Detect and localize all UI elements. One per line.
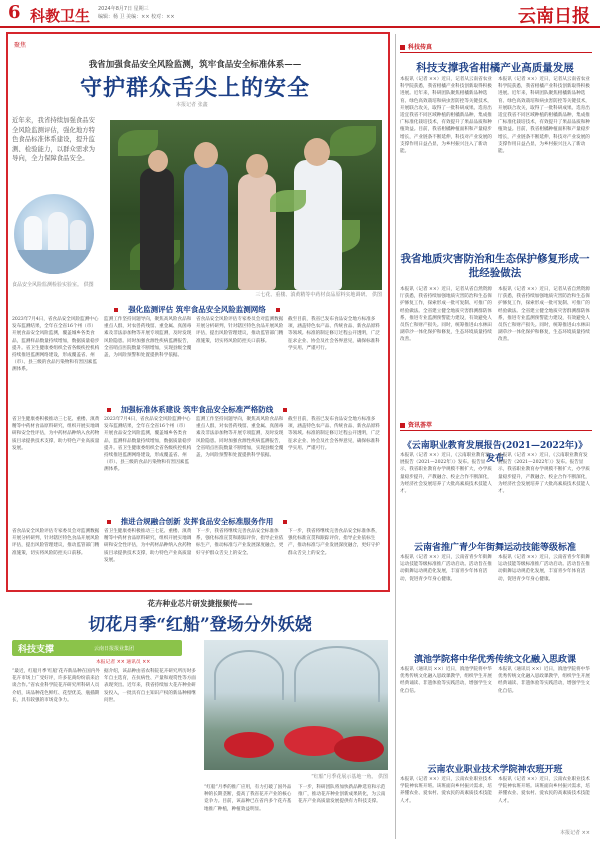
street-dance-headline: 云南省推广青少年街舞运动技能等级标准 xyxy=(413,543,576,553)
column-divider xyxy=(395,34,396,839)
tech-support-banner xyxy=(12,640,182,656)
geology-col-1: 本报讯（记者 ××）近日，记者从省自然资源厅获悉，我省持续加强地质灾害防治和生态保护修复工作，探索形成一批可复制、可推广的经验做法。全省建立健全地质灾害群测群防体系，推进专业监测预警能力建设，有效避免人员伤亡和财产损失。同时，统筹推进山水林田湖草沙一体化保护和修复，生态环境质量持续改善。 xyxy=(400,287,492,343)
subhead-monitoring: 强化监测评估 筑牢食品安全风险监测网络 xyxy=(12,304,382,315)
flower-col-2: 据介绍，该品种由省农科院花卉研究所历时多年自主选育，在抗病性、产量和观赏性等方面表现突出。近年来，我省持续加大花卉种业研发投入，一批具有自主知识产权的新品种相继问世。 xyxy=(104,669,196,703)
lab-photo-caption: 食品安全风险监测检验实验室。 供图 xyxy=(12,282,94,288)
lead-col-6: 2023年7月4日，省食品安全风险监测中心发布监测结果，全年在全省16个州（市）开展食品安全风险监测，覆盖城乡各类食品，监测样品数量持续增加，数据质量稳步提升。省卫生健康委组织全省各级疾控机构持续推进监测网络建设，形成覆盖省、州（市）、县三级的食品污染物和有害因素监测体系。 xyxy=(104,417,192,473)
field-photo-caption: 三七花、重楼、滇黄精等中药材食品原料实地调研。 供图 xyxy=(255,292,382,298)
shennong-class-headline: 云南农业职业技术学院神农班开班 xyxy=(427,765,563,775)
issue-date: 2024年8月7日 星期三 xyxy=(98,6,149,12)
dianchi-col-1: 本报讯（通讯员 ××）近日，滇池学院将中华优秀传统文化融入思政课教学，组织学生开展经典诵读、非遗体验等实践活动，增强学生文化自信。 xyxy=(400,667,492,694)
field-research-photo xyxy=(110,120,382,290)
flower-col-4: 下一步，科研团队将加快新品种选育和示范推广，推动花卉种业创新成果转化，为云南花卉产业高质量发展提供有力科技支撑。 xyxy=(298,785,386,805)
lead-col-11: 下一步，我省将继续完善食品安全标准体系，强化标准宣贯和跟踪评价，指导企业依标生产，推动标准与产业发展深度融合，更好守护群众舌尖上的安全。 xyxy=(196,529,284,556)
lead-col-10: 省卫生健康委积极推动三七花、重楼、滇黄精等中药材食品原料研究，组织开展实地调研和安全性评估，为中药材品种纳入食药物质目录提供技术支撑，助力特色产业高质量发展。 xyxy=(104,529,192,563)
subhead-integration: 推进合规融合创新 发挥食品安全标准服务作用 xyxy=(12,516,382,527)
citrus-col-2: 本报讯（记者 ××）近日，记者从云南省农业科学院获悉，我省柑橘产业科技创新取得积极进展。近年来，科研团队聚焦柑橘新品种选育、绿色高效栽培和病虫害防控等关键技术，开展联合攻关，取得了一批科研成果。选育出适宜我省不同区域种植的柑橘新品种，集成推广标准化栽培技术，有效提升了果品品质和种植效益。目前，我省柑橘种植面积和产量稳步增长，产业链条不断延伸，科技对产业发展的支撑作用日益凸显，为乡村振兴注入了新动能。 xyxy=(498,77,590,155)
vocational-col-1: 本报讯（记者 ××）近日，《云南职业教育发展报告（2021—2022年）》发布。报告显示，我省职业教育办学规模不断扩大，办学质量稳步提升，产教融合、校企合作不断深化，为经济社会发展培养了大批高素质技术技能人才。 xyxy=(400,453,492,495)
street-dance-col-2: 本报讯（记者 ××）近日，云南省青少年街舞运动技能等级标准推广活动启动。活动旨在推动街舞运动规范化发展，丰富青少年体育活动，促进青少年身心健康。 xyxy=(498,555,590,582)
masthead xyxy=(0,0,600,28)
lead-col-8: 截至目前，我省已发布食品安全地方标准多项，涵盖特色农产品、传统食品、新食品原料等领域。标准的制定修订过程公开透明，广泛征求企业、协会及社会各界意见，确保标准科学实用、严谨可行。 xyxy=(288,417,380,451)
geology-col-2: 本报讯（记者 ××）近日，记者从省自然资源厅获悉，我省持续加强地质灾害防治和生态保护修复工作，探索形成一批可复制、可推广的经验做法。全省建立健全地质灾害群测群防体系，推进专业监测预警能力建设，有效避免人员伤亡和财产损失。同时，统筹推进山水林田湖草沙一体化保护和修复，生态环境质量持续改善。 xyxy=(498,287,590,343)
tech-banner-sub: 云南日报报业集团 xyxy=(94,646,135,652)
flower-col-3: “红船”月季的推广应用，有力打破了国外品种的长期垄断，提高了我省花卉产业的核心竞争力。目前，该品种已在省内多个花卉基地推广种植，种植效益明显。 xyxy=(204,785,292,812)
vocational-col-2: 本报讯（记者 ××）近日，《云南职业教育发展报告（2021—2022年）》发布。报告显示，我省职业教育办学规模不断扩大，办学质量稳步提升，产教融合、校企合作不断深化，为经济社会发展培养了大批高素质技术技能人才。 xyxy=(498,453,590,495)
lead-col-12: 下一步，我省将继续完善食品安全标准体系，强化标准宣贯和跟踪评价，指导企业依标生产，推动标准与产业发展深度融合，更好守护群众舌尖上的安全。 xyxy=(288,529,380,556)
lab-photo xyxy=(14,194,94,274)
lead-story-intro: 近年来，我省持续加强食品安全风险监测评估，强化地方特色食品标准体系建设，提升监测、检验能力，以群众需求为导向，全力保障食品安全。 xyxy=(12,116,96,162)
right-section-rule xyxy=(400,52,592,53)
subhead-standards: 加强标准体系建设 筑牢食品安全标准严格防线 xyxy=(12,404,382,415)
lead-col-2: 监测工作坚持问题导向，聚焦高风险食品和重点人群，对农兽药残留、重金属、真菌毒素及非法添加物等开展专项监测，及时发现风险隐患。同时加强食源性疾病监测报告，全省哨点医院数量不断增加，实现县级全覆盖，为风险预警和处置提供科学依据。 xyxy=(104,317,192,359)
geology-headline: 我省地质灾害防治和生态保护修复形成一批经验做法 xyxy=(400,253,590,279)
flower-story-kicker: 花卉种业芯片研发捷报频传—— xyxy=(147,599,253,608)
right-byline-end: 本报记者 ×× xyxy=(560,830,590,836)
lead-col-3: 省食品安全风险评估专家委员会对监测数据开展分析研判，针对辖区特色食品开展风险评估，提出风险管理建议，推动监管部门精准施策，切实将风险防控关口前移。 xyxy=(196,317,284,344)
lead-col-4: 截至目前，我省已发布食品安全地方标准多项，涵盖特色农产品、传统食品、新食品原料等领域。标准的制定修订过程公开透明，广泛征求企业、协会及社会各界意见，确保标准科学实用、严谨可行。 xyxy=(288,317,380,351)
shennong-col-1: 本报讯（记者 ××）近日，云南农业职业技术学院神农班开班。该班面向乡村振兴需求，培养懂农业、爱农村、爱农民的高素质技术技能人才。 xyxy=(400,777,492,804)
lead-story-headline: 守护群众舌尖上的安全 xyxy=(79,75,310,101)
lead-story-tag: 聚焦 xyxy=(14,42,27,49)
citrus-col-1: 本报讯（记者 ××）近日，记者从云南省农业科学院获悉，我省柑橘产业科技创新取得积极进展。近年来，科研团队聚焦柑橘新品种选育、绿色高效栽培和病虫害防控等关键技术，开展联合攻关，取得了一批科研成果。选育出适宜我省不同区域种植的柑橘新品种，集成推广标准化栽培技术，有效提升了果品品质和种植效益。目前，我省柑橘种植面积和产量稳步增长，产业链条不断延伸，科技对产业发展的支撑作用日益凸显，为乡村振兴注入了新动能。 xyxy=(400,77,492,155)
section-title: 科教卫生 xyxy=(30,7,91,25)
right-section-tag: 科技传真 xyxy=(400,42,432,51)
issue-editors: 编辑：杨 卫 美编：×× 校对：×× xyxy=(98,14,175,20)
rose-photo-caption: “红船”月季花展示基地一角。 供图 xyxy=(311,774,388,780)
tech-banner-title: 科技支撑 xyxy=(18,645,55,655)
paper-logo: 云南日报 xyxy=(518,6,590,27)
right-section-tag-2: 资讯荟萃 xyxy=(400,420,432,429)
street-dance-col-1: 本报讯（记者 ××）近日，云南省青少年街舞运动技能等级标准推广活动启动。活动旨在推动街舞运动规范化发展，丰富青少年体育活动，促进青少年身心健康。 xyxy=(400,555,492,582)
vocational-report-headline: 《云南职业教育发展报告(2021—2022年)》发布 xyxy=(402,441,588,464)
lead-col-9: 省食品安全风险评估专家委员会对监测数据开展分析研判，针对辖区特色食品开展风险评估，提出风险管理建议，推动监管部门精准施策，切实将风险防控关口前移。 xyxy=(12,529,100,556)
citrus-headline: 科技支撑我省柑橘产业高质量发展 xyxy=(416,62,574,74)
lead-story-kicker: 我省加强食品安全风险监测，筑牢食品安全标准体系—— xyxy=(88,60,302,70)
issue-meta xyxy=(98,5,238,21)
flower-col-1: “最近，红船月季‘红船’花卉新品种在国内外花卉市场上广受好评，许多花商纷纷前来洽谈合作。”省农业科学院花卉研究所科研人员介绍，该品种花色鲜红、花型优美、瓶插期长，具有较强的市场竞争力。 xyxy=(12,669,100,703)
rose-exhibition-photo xyxy=(204,640,388,770)
dianchi-college-headline: 滇池学院将中华优秀传统文化融入思政课 xyxy=(413,655,576,665)
page-number: 6 xyxy=(8,2,21,23)
lead-col-5: 省卫生健康委积极推动三七花、重楼、滇黄精等中药材食品原料研究，组织开展实地调研和安全性评估，为中药材品种纳入食药物质目录提供技术支撑，助力特色产业高质量发展。 xyxy=(12,417,100,451)
shennong-col-2: 本报讯（记者 ××）近日，云南农业职业技术学院神农班开班。该班面向乡村振兴需求，培养懂农业、爱农村、爱农民的高素质技术技能人才。 xyxy=(498,777,590,804)
flower-story-byline: 本报记者 ×× 通讯员 ×× xyxy=(96,660,151,665)
lead-story-byline: 本报记者 张鑫 xyxy=(176,102,208,108)
right-section-rule-2 xyxy=(400,430,592,431)
lead-col-7: 监测工作坚持问题导向，聚焦高风险食品和重点人群，对农兽药残留、重金属、真菌毒素及非法添加物等开展专项监测，及时发现风险隐患。同时加强食源性疾病监测报告，全省哨点医院数量不断增加，实现县级全覆盖，为风险预警和处置提供科学依据。 xyxy=(196,417,284,459)
dianchi-col-2: 本报讯（通讯员 ××）近日，滇池学院将中华优秀传统文化融入思政课教学，组织学生开展经典诵读、非遗体验等实践活动，增强学生文化自信。 xyxy=(498,667,590,694)
flower-story-headline: 切花月季“红船”登场分外妖娆 xyxy=(88,615,312,635)
lead-col-1: 2023年7月4日，省食品安全风险监测中心发布监测结果，全年在全省16个州（市）开展食品安全风险监测，覆盖城乡各类食品，监测样品数量持续增加，数据质量稳步提升。省卫生健康委组织全省各级疾控机构持续推进监测网络建设，形成覆盖省、州（市）、县三级的食品污染物和有害因素监测体系。 xyxy=(12,317,100,373)
